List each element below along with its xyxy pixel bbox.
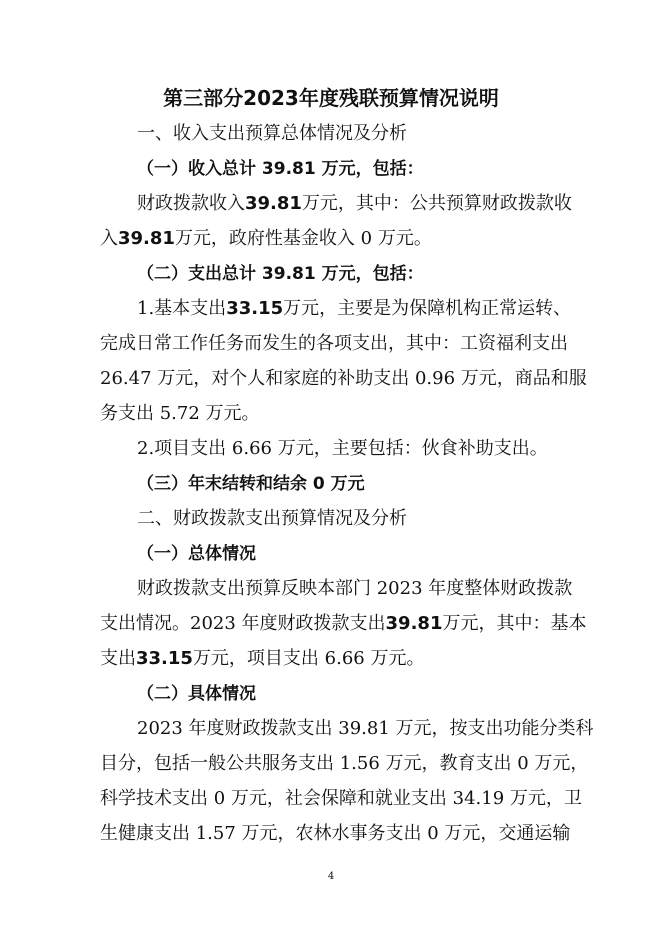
amount: 39.81 — [118, 228, 175, 249]
expense-heading: （二）支出总计 39.81 万元，包括： — [137, 264, 424, 284]
amount: 33.15 — [136, 648, 193, 669]
expense-basic-line-2: 完成日常工作任务而发生的各项支出，其中：工资福利支出 — [100, 333, 568, 354]
section1-heading: 一、收入支出预算总体情况及分析 — [137, 123, 407, 144]
text: 财政拨款收入 — [137, 193, 245, 214]
expense-basic-line-1 — [137, 297, 571, 321]
overall-paragraph-line-2 — [100, 612, 586, 636]
text: 入 — [100, 228, 118, 249]
overall-paragraph-line-3 — [100, 647, 424, 671]
text: 万元，政府性基金收入 0 万元。 — [174, 228, 432, 249]
text: 支出 — [100, 648, 136, 669]
text: 支出情况。2023 年度财政拨款支出 — [100, 613, 386, 634]
income-paragraph-line-2 — [100, 227, 432, 251]
specific-paragraph-line-4: 生健康支出 1.57 万元，农林水事务支出 0 万元，交通运输 — [100, 823, 571, 844]
expense-basic-line-3: 26.47 万元，对个人和家庭的补助支出 0.96 万元，商品和服 — [100, 368, 587, 389]
amount: 33.15 — [226, 298, 284, 319]
overall-paragraph-line-1: 财政拨款支出预算反映本部门 2023 年度整体财政拨款 — [137, 578, 573, 599]
text: 万元，主要是为保障机构正常运转、 — [283, 298, 572, 319]
specific-paragraph-line-3: 科学技术支出 0 万元，社会保障和就业支出 34.19 万元，卫 — [100, 788, 582, 809]
carryover-heading: （三）年末结转和结余 0 万元 — [137, 474, 365, 494]
amount: 39.81 — [385, 613, 443, 634]
income-heading: （一）收入总计 39.81 万元，包括： — [137, 159, 424, 179]
amount: 39.81 — [245, 193, 302, 214]
overall-heading: （一）总体情况 — [137, 544, 256, 564]
specific-paragraph-line-2: 目分，包括一般公共服务支出 1.56 万元，教育支出 0 万元， — [100, 753, 589, 774]
text: 1.基本支出 — [137, 298, 227, 319]
text: 万元，其中：公共预算财政拨款收 — [301, 193, 572, 214]
text: 万元，项目支出 6.66 万元。 — [192, 648, 425, 669]
specific-heading: （二）具体情况 — [137, 684, 256, 704]
page-number: 4 — [327, 871, 335, 882]
expense-project-line: 2.项目支出 6.66 万元，主要包括：伙食补助支出。 — [137, 438, 548, 459]
text: 万元，其中：基本 — [442, 613, 587, 634]
page-title: 第三部分2023年度残联预算情况说明 — [163, 86, 499, 110]
section2-heading: 二、财政拨款支出预算情况及分析 — [137, 508, 407, 529]
specific-paragraph-line-1: 2023 年度财政拨款支出 39.81 万元，按支出功能分类科 — [137, 718, 594, 739]
expense-basic-line-4: 务支出 5.72 万元。 — [100, 403, 260, 424]
income-paragraph-line-1 — [137, 192, 572, 216]
